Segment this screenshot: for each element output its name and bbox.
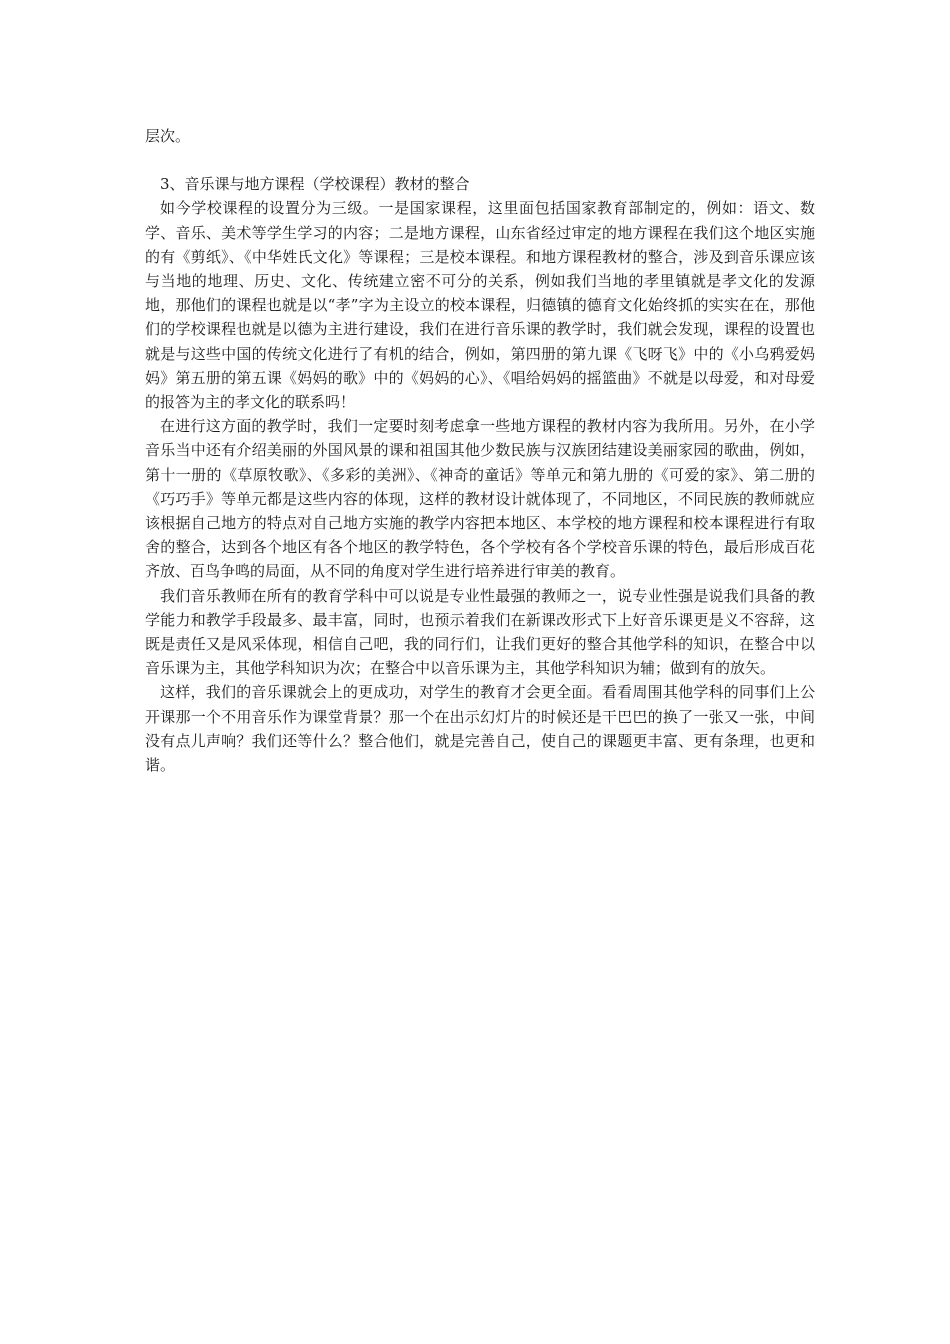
paragraph-3: 我们音乐教师在所有的教育学科中可以说是专业性最强的教师之一，说专业性强是说我们具备的教学能力和教学手段最多、最丰富，同时，也预示着我们在新课改形式下上好音乐课更是义不容辞，这既是责任又是风采体现，相信自己吧，我的同行们，让我们更好的整合其他学科的知识，在整合中以音乐课为主，其他学科知识为次；在整合中以音乐课为主，其他学科知识为辅；做到有的放矢。 <box>145 586 815 678</box>
document-body <box>145 124 815 777</box>
paragraph-1: 如今学校课程的设置分为三级。一是国家课程，这里面包括国家教育部制定的，例如：语文、数学、音乐、美术等学生学习的内容；二是地方课程，山东省经过审定的地方课程在我们这个地区实施的有《剪纸》、《中华姓氏文化》等课程；三是校本课程。和地方课程教材的整合，涉及到音乐课应该与当地的地理、历史、文化、传统建立密不可分的关系，例如我们当地的孝里镇就是孝文化的发源地，那他们的课程也就是以“孝”字为主设立的校本课程，归德镇的德育文化始终抓的实实在在，那他们的学校课程也就是以德为主进行建设，我们在进行音乐课的教学时，我们就会发现，课程的设置也就是与这些中国的传统文化进行了有机的结合，例如，第四册的第九课《飞呀飞》中的《小乌鸦爱妈妈》第五册的第五课《妈妈的歌》中的《妈妈的心》、《唱给妈妈的摇篮曲》不就是以母爱，和对母爱的报答为主的孝文化的联系吗！ <box>145 199 815 412</box>
section-heading: 3、音乐课与地方课程（学校课程）教材的整合 <box>160 175 470 194</box>
continuation-text: 层次。 <box>145 127 191 145</box>
paragraph-2: 在进行这方面的教学时，我们一定要时刻考虑拿一些地方课程的教材内容为我所用。另外，在小学音乐当中还有介绍美丽的外国风景的课和祖国其他少数民族与汉族团结建设美丽家园的歌曲，例如，第十一册的《草原牧歌》、《多彩的美洲》、《神奇的童话》等单元和第九册的《可爱的家》、第二册的《巧巧手》等单元都是这些内容的体现，这样的教材设计就体现了，不同地区，不同民族的教师就应该根据自己地方的特点对自己地方实施的教学内容把本地区、本学校的地方课程和校本课程进行有取舍的整合，达到各个地区有各个地区的教学特色，各个学校有各个学校音乐课的特色，最后形成百花齐放、百鸟争鸣的局面，从不同的角度对学生进行培养进行审美的教育。 <box>145 417 815 581</box>
paragraph-4: 这样，我们的音乐课就会上的更成功，对学生的教育才会更全面。看看周围其他学科的同事们上公开课那一个不用音乐作为课堂背景？那一个在出示幻灯片的时候还是干巴巴的换了一张又一张，中间没有点儿声响？我们还等什么？整合他们，就是完善自己，使自己的课题更丰富、更有条理，也更和谐。 <box>145 683 815 775</box>
